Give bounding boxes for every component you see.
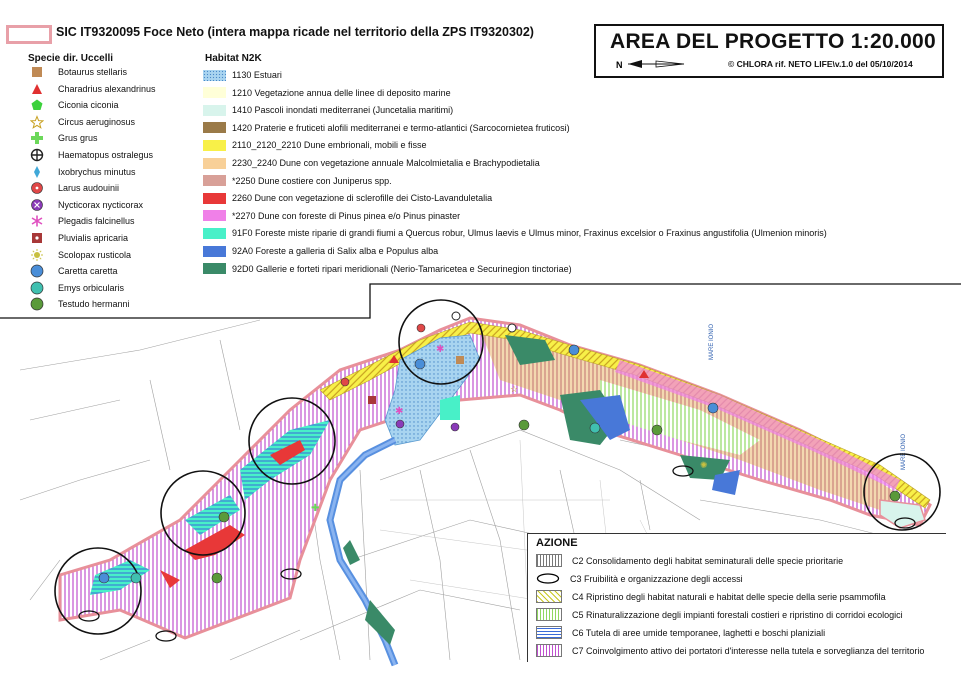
habitat-swatch: [203, 210, 226, 221]
marker-botaurus[interactable]: [456, 356, 464, 364]
habitat-legend-item: [203, 121, 570, 135]
habitat-legend-label: 1410 Pascoli inondati mediterranei (Juncetalia maritimi): [232, 105, 454, 116]
title-box: [594, 24, 944, 78]
legend-boundary-line: [0, 284, 961, 318]
habitat-swatch: [203, 87, 226, 98]
habitat-legend-label: 1210 Vegetazione annua delle linee di deposito marine: [232, 87, 451, 98]
azione-swatch: [536, 626, 562, 639]
habitat-legend-item: [203, 209, 460, 223]
azione-legend-item: [536, 553, 843, 568]
marker-emys[interactable]: [131, 573, 141, 583]
marker-caretta-4[interactable]: [708, 403, 718, 413]
square-icon: [30, 65, 44, 79]
marker-testudo-5[interactable]: [519, 420, 529, 430]
square-dot-icon: [30, 231, 44, 245]
habitat-legend-item: [203, 262, 572, 276]
species-legend-item: [30, 247, 131, 263]
species-legend-label: Grus grus: [58, 133, 98, 144]
plus-icon: [30, 131, 44, 145]
circle-cross-icon: [30, 148, 44, 162]
habitat-swatch: [203, 193, 226, 204]
azione-legend-label: C3 Fruibilità e organizzazione degli accessi: [570, 573, 743, 584]
sic-legend-label: SIC IT9320095 Foce Neto (intera mappa ricade nel territorio della ZPS IT9320302): [56, 25, 534, 39]
species-legend-label: Pluvialis apricaria: [58, 233, 129, 243]
azione-legend-item: [536, 589, 886, 604]
species-legend-item: [30, 130, 98, 146]
marker-plegadis-2[interactable]: ✱: [395, 406, 404, 417]
access-3[interactable]: [156, 631, 176, 641]
circle-icon: [30, 281, 44, 295]
species-legend-label: Botaurus stellaris: [58, 67, 128, 77]
marker-nycticorax-2[interactable]: [451, 423, 459, 431]
habitat-legend-label: 2260 Dune con vegetazione di sclerofille dei Cisto-Lavanduletalia: [232, 193, 493, 204]
azione-legend-label: C7 Coinvolgimento attivo dei portatori d'interesse nella tutela e sorveglianza del territorio: [572, 645, 925, 656]
habitat-legend-item: [203, 191, 492, 205]
triangle-icon: [30, 82, 44, 96]
asterisk-icon: [30, 214, 44, 228]
species-legend-label: Emys orbicularis: [58, 282, 125, 293]
marker-caretta[interactable]: [99, 573, 109, 583]
north-letter: N: [616, 60, 623, 69]
species-legend-item: [30, 147, 153, 163]
habitat-swatch: [203, 122, 226, 133]
marker-larus-2[interactable]: [417, 324, 425, 332]
habitat-legend-label: 2230_2240 Dune con vegetazione annuale Malcolmietalia e Brachypodietalia: [232, 158, 540, 168]
habitat-legend-item: [203, 86, 451, 100]
marker-testudo-2[interactable]: [219, 512, 229, 522]
habitat-legend-item: [203, 68, 282, 82]
azione-legend-label: C5 Rinaturalizzazione degli impianti forestali costieri e ripristino di corridoi ecologici: [572, 609, 903, 620]
marker-caretta-3[interactable]: [569, 345, 579, 355]
species-legend-item: [30, 114, 135, 130]
habitat-swatch: [203, 158, 226, 169]
habitat-legend-heading: Habitat N2K: [205, 53, 262, 64]
sea-label-2: MARE IONIO: [901, 433, 907, 470]
marker-pluvialis[interactable]: [368, 396, 376, 404]
circle-dot-icon: [30, 181, 44, 195]
species-legend-label: Scolopax rusticola: [58, 249, 132, 260]
map-credit: © CHLORA rif. NETO LIFE\v.1.0 del 05/10/2014: [728, 59, 913, 69]
azione-legend: [527, 533, 946, 662]
species-legend-label: Charadrius alexandrinus: [58, 83, 156, 94]
species-legend-item: [30, 81, 156, 97]
habitat-legend-item: [203, 156, 540, 170]
habitat-legend-label: 1130 Estuari: [232, 70, 282, 80]
habitat-legend-label: 1420 Praterie e fruticeti alofili mediterranei e termo-atlantici (Sarcocornietea fruticosi): [232, 122, 570, 133]
azione-swatch: [536, 590, 562, 603]
habitat-swatch: [203, 263, 226, 274]
marker-testudo-4[interactable]: [652, 425, 662, 435]
species-legend-item: [30, 180, 119, 196]
sic-legend-swatch: [6, 25, 52, 44]
habitat-swatch: [203, 140, 226, 151]
habitat-legend-item: [203, 138, 426, 152]
azione-legend-label: C2 Consolidamento degli habitat seminaturali delle specie prioritarie: [572, 555, 844, 566]
habitat-legend-label: *2250 Dune costiere con Juniperus spp.: [232, 175, 392, 186]
azione-swatch: [536, 554, 562, 567]
sea-label-1: MARE IONIO: [709, 323, 715, 360]
habitat-legend-label: 2110_2120_2210 Dune embrionali, mobili e fisse: [232, 140, 427, 151]
species-legend-label: Testudo hermanni: [58, 299, 130, 310]
habitat-swatch: [203, 246, 226, 257]
species-legend-item: [30, 164, 136, 180]
azione-swatch: [536, 573, 560, 584]
species-legend-label: Haematopus ostralegus: [58, 150, 154, 160]
habitat-swatch: [203, 175, 226, 186]
marker-testudo[interactable]: [212, 573, 222, 583]
species-legend-item: [30, 197, 143, 213]
marker-grus[interactable]: ✚: [311, 503, 320, 514]
circle-x-icon: [30, 198, 44, 212]
map-title: AREA DEL PROGETTO 1:20.000: [610, 30, 937, 53]
species-legend-heading: Specie dir. Uccelli: [28, 53, 114, 64]
species-legend-item: [30, 296, 130, 312]
species-legend-label: Nycticorax nycticorax: [58, 199, 144, 210]
marker-emys-2[interactable]: [590, 423, 600, 433]
azione-legend-item: [536, 571, 743, 586]
habitat-legend-item: [203, 226, 827, 240]
habitat-legend-label: *2270 Dune con foreste di Pinus pinea e/o Pinus pinaster: [232, 210, 461, 221]
marker-haematopus-2[interactable]: [508, 324, 516, 332]
star-outline-icon: [30, 115, 44, 129]
azione-swatch: [536, 644, 562, 657]
habitat-legend-item: [203, 174, 392, 188]
species-legend-item: [30, 213, 135, 229]
azione-legend-heading: AZIONE: [536, 537, 578, 549]
sun-icon: [30, 248, 44, 262]
marker-circus[interactable]: ☆: [510, 384, 519, 394]
species-legend-item: [30, 280, 124, 296]
riparian-4[interactable]: [343, 540, 360, 565]
azione-legend-item: [536, 643, 924, 658]
species-legend-item: [30, 263, 118, 279]
azione-legend-label: C6 Tutela di aree umide temporanee, laghetti e boschi planiziali: [572, 627, 826, 638]
species-legend-label: Plegadis falcinellus: [58, 216, 135, 227]
azione-legend-label: C4 Ripristino degli habitat naturali e habitat delle specie della serie psammofila: [572, 591, 886, 602]
marker-scolopax[interactable]: ✺: [700, 460, 708, 470]
north-arrow-icon: [616, 56, 686, 74]
circle-icon: [30, 264, 44, 278]
azione-swatch: [536, 608, 562, 621]
marker-caretta-2[interactable]: [415, 359, 425, 369]
species-legend-label: Ciconia ciconia: [58, 100, 119, 111]
azione-legend-item: [536, 607, 903, 622]
species-legend-item: [30, 97, 119, 113]
species-legend-label: Caretta caretta: [58, 266, 118, 277]
habitat-legend-item: [203, 103, 453, 117]
habitat-legend-label: 92A0 Foreste a galleria di Salix alba e Populus alba: [232, 246, 439, 256]
species-legend-label: Ixobrychus minutus: [58, 166, 136, 177]
habitat-legend-item: [203, 244, 438, 258]
species-legend-item: [30, 230, 128, 246]
species-legend-label: Circus aeruginosus: [58, 116, 136, 127]
azione-legend-item: [536, 625, 825, 640]
diamond-icon: [30, 165, 44, 179]
marker-nycticorax[interactable]: [396, 420, 404, 428]
marker-larus[interactable]: [341, 378, 349, 386]
species-legend-item: [30, 64, 127, 80]
circle-icon: [30, 297, 44, 311]
habitat-swatch: [203, 105, 226, 116]
habitat-swatch: [203, 70, 226, 81]
pentagon-icon: [30, 98, 44, 112]
habitat-swatch: [203, 228, 226, 239]
species-legend-label: Larus audouinii: [58, 183, 120, 194]
marker-plegadis[interactable]: ✱: [436, 344, 445, 355]
marker-haematopus[interactable]: [452, 312, 460, 320]
marker-testudo-3[interactable]: [890, 491, 900, 501]
habitat-legend-label: 91F0 Foreste miste riparie di grandi fiumi a Quercus robur, Ulmus laevis e Ulmus minor, Fraxinus excelsior o Fraxinus angustifolia (Ulmenion minoris): [232, 228, 827, 239]
habitat-legend-label: 92D0 Gallerie e forteti ripari meridionali (Nerio-Tamaricetea e Securinegion tinctoriae): [232, 263, 572, 274]
